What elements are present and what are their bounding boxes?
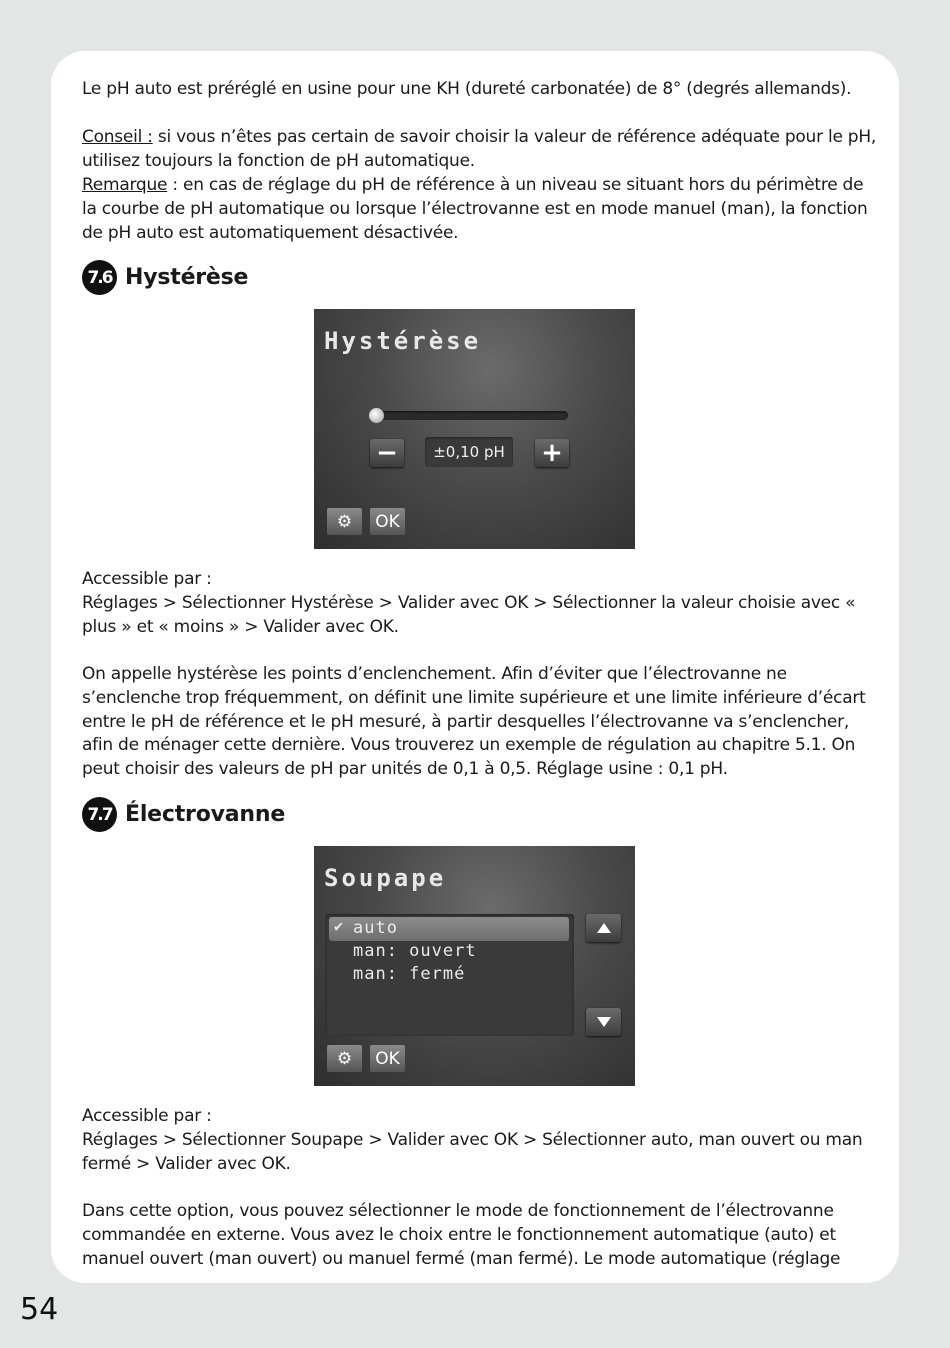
check-icon: ✔ <box>334 917 345 935</box>
intro-paragraph: Le pH auto est préréglé en usine pour une KH (dureté carbonatée) de 8° (degrés allemands). <box>82 79 852 99</box>
arrow-down-icon <box>596 1016 612 1028</box>
conseil-label: Conseil : <box>82 127 153 147</box>
electrovanne-description: Dans cette option, vous pouvez sélectionner le mode de fonctionnement de l’électrovanne commandée en externe. Vous avez le choix entre le fonctionnement automatique (auto) et manuel ouvert (man ouvert) ou manuel fermé (man fermé). Le mode automatique (réglage <box>82 1201 841 1269</box>
gear-icon: ⚙ <box>336 511 353 532</box>
settings-button[interactable] <box>327 1045 362 1072</box>
list-item-man-ouvert[interactable] <box>329 940 569 964</box>
ok-button[interactable]: OK <box>370 508 405 535</box>
access-label: Accessible par : <box>82 569 212 589</box>
arrow-up-icon <box>596 922 612 934</box>
access-label: Accessible par : <box>82 1106 212 1126</box>
list-item-auto[interactable] <box>329 917 569 941</box>
section-number-badge: 7.7 <box>82 797 117 832</box>
gear-icon: ⚙ <box>336 1048 353 1069</box>
list-item-man-ferme[interactable] <box>329 963 569 987</box>
list-item-label: man: fermé <box>353 964 466 984</box>
conseil-paragraph <box>82 126 882 174</box>
conseil-text: si vous n’êtes pas certain de savoir choisir la valeur de référence adéquate pour le pH, utilisez toujours la fonction de pH automatique. <box>82 127 877 171</box>
hysteresis-value: ±0,10 pH <box>425 437 513 467</box>
section-number-badge: 7.6 <box>82 260 117 295</box>
section-title: Hystérèse <box>125 265 249 290</box>
scroll-up-button[interactable] <box>586 914 621 942</box>
remarque-label: Remarque <box>82 175 168 195</box>
hysteresis-description: On appelle hystérèse les points d’enclenchement. Afin d’éviter que l’électrovanne ne s’enclenche trop fréquemment, on définit une limite supérieure et une limite inférieure d’écart entre le pH de référence et le pH mesuré, à partir desquelles l’électrovanne va s’enclencher, afin de ménager cette dernière. Vous trouverez un exemple de régulation au chapitre 5.1. On peut choisir des valeurs de pH par unités de 0,1 à 0,5. Réglage usine : 0,1 pH. <box>82 664 866 780</box>
valve-mode-list <box>325 914 574 1036</box>
section-title: Électrovanne <box>125 802 286 827</box>
minus-button[interactable]: − <box>370 439 404 467</box>
settings-button[interactable] <box>327 508 362 535</box>
hysteresis-slider[interactable] <box>370 411 568 420</box>
ok-button[interactable]: OK <box>370 1045 405 1072</box>
page-number: 54 <box>20 1292 59 1327</box>
scroll-down-button[interactable] <box>586 1008 621 1036</box>
section-heading-electrovanne <box>82 797 285 832</box>
plus-button[interactable]: + <box>535 439 569 467</box>
hysteresis-screen <box>314 309 635 549</box>
screen-title: Soupape <box>324 864 447 892</box>
section-heading-hysteresis <box>82 260 248 295</box>
remarque-paragraph <box>82 174 882 245</box>
slider-knob[interactable] <box>369 408 384 423</box>
access-path: Réglages > Sélectionner Soupape > Valider avec OK > Sélectionner auto, man ouvert ou man fermé > Valider avec OK. <box>82 1130 863 1174</box>
list-item-label: auto <box>353 918 398 938</box>
remarque-text: : en cas de réglage du pH de référence à un niveau se situant hors du périmètre de la courbe de pH automatique ou lorsque l’électrovanne est en mode manuel (man), la fonction de pH auto est automatiquement désactivée. <box>82 175 868 243</box>
screen-title: Hystérèse <box>324 327 482 355</box>
soupape-screen <box>314 846 635 1086</box>
access-path: Réglages > Sélectionner Hystérèse > Valider avec OK > Sélectionner la valeur choisie avec « plus » et « moins » > Valider avec OK. <box>82 593 856 637</box>
list-item-label: man: ouvert <box>353 941 477 961</box>
